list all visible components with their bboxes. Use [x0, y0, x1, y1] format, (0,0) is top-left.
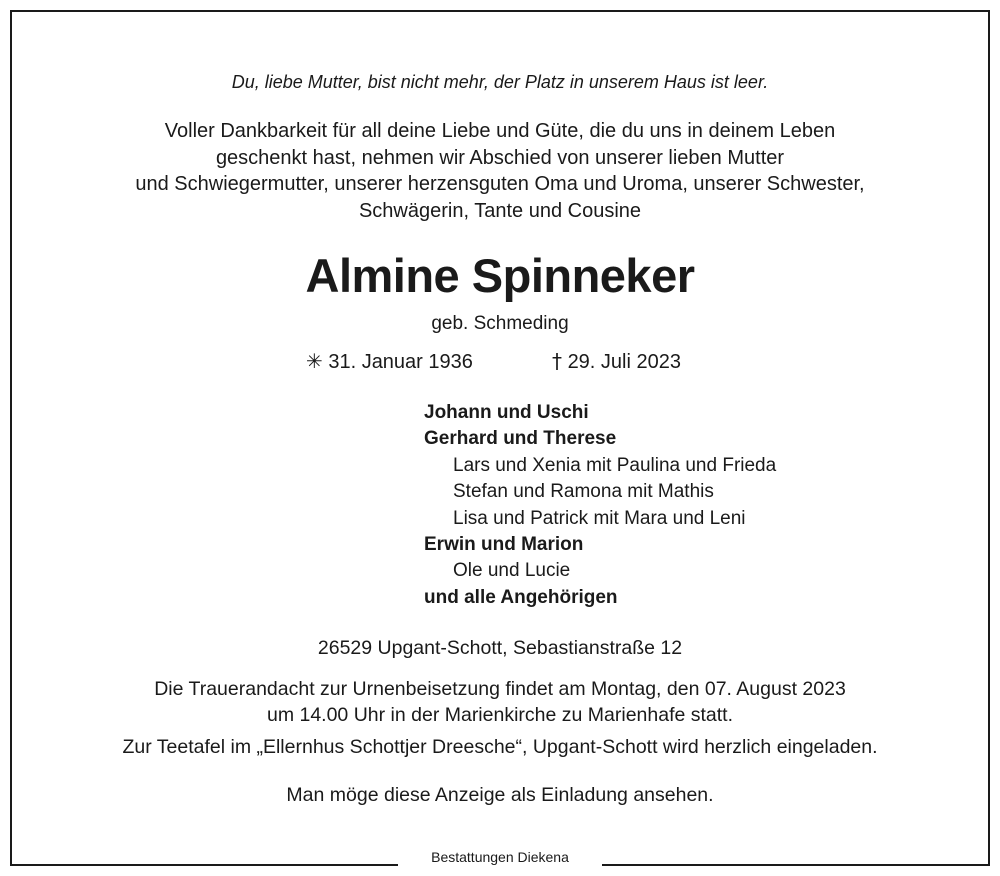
intro-text: [0, 118, 1000, 224]
undertaker-credit: Bestattungen Diekena: [398, 847, 602, 867]
intro-line: Schwägerin, Tante und Cousine: [358, 199, 642, 222]
birth-name: geb. Schmeding: [431, 313, 569, 334]
mourner-family: Gerhard und Therese: [424, 428, 617, 450]
mourner-grandchildren: Stefan und Ramona mit Mathis: [453, 481, 714, 503]
motto: Du, liebe Mutter, bist nicht mehr, der Platz in unserem Haus ist leer.: [231, 72, 769, 92]
service-info: [0, 676, 1000, 728]
intro-line: Voller Dankbarkeit für all deine Liebe und Güte, die du uns in deinem Leben: [164, 120, 836, 142]
mourner-relatives: und alle Angehörigen: [424, 586, 618, 608]
invitation-note: Man möge diese Anzeige als Einladung ansehen.: [286, 784, 714, 806]
deceased-name: Almine Spinneker: [305, 249, 695, 302]
service-line: Die Trauerandacht zur Urnenbeisetzung findet am Montag, den 07. August 2023: [154, 678, 846, 700]
death-cross-icon: †: [552, 349, 562, 373]
mourner-grandchildren: Lars und Xenia mit Paulina und Frieda: [453, 454, 777, 476]
death-date-line: [552, 349, 681, 374]
intro-line: geschenkt hast, nehmen wir Abschied von unserer lieben Mutter: [215, 146, 785, 169]
birth-star-icon: ✳: [306, 349, 323, 373]
birth-date: 31. Januar 1936: [328, 351, 473, 373]
death-date: 29. Juli 2023: [567, 351, 681, 373]
mourner-family: Erwin und Marion: [424, 534, 584, 556]
address: 26529 Upgant-Schott, Sebastianstraße 12: [317, 637, 683, 659]
intro-line: und Schwiegermutter, unserer herzensguten Oma und Uroma, unserer Schwester,: [135, 173, 865, 195]
birth-date-line: [306, 349, 473, 374]
service-line: um 14.00 Uhr in der Marienkirche zu Marienhafe statt.: [266, 704, 734, 726]
mourners-list: [424, 400, 776, 611]
mourner-family: Johann und Uschi: [424, 402, 589, 423]
mourner-grandchildren: Ole und Lucie: [453, 560, 571, 582]
mourner-grandchildren: Lisa und Patrick mit Mara und Leni: [453, 507, 746, 529]
teatime-invitation: Zur Teetafel im „Ellernhus Schottjer Dreesche“, Upgant-Schott wird herzlich eingeladen.: [122, 736, 878, 758]
